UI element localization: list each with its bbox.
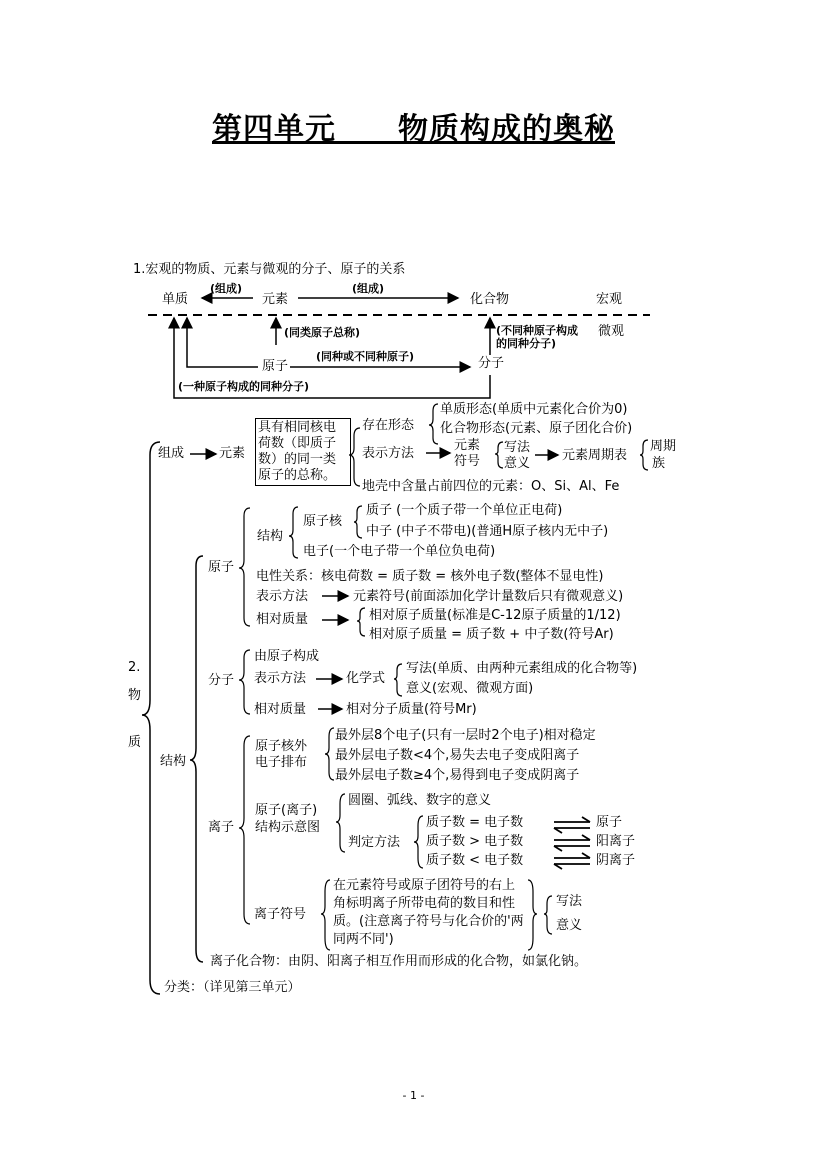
lizifuhao-desc: 在元素符号或原子团符号的右上角标明离子所带电荷的数目和性质。(注意离子符号与化合价的'两同两不同'): [333, 878, 524, 947]
label-tonglei: (同类原子总称): [284, 326, 361, 339]
label-hongguan: 宏观: [596, 292, 623, 307]
yuansu-definition-box: 具有相同核电荷数（即质子数）的同一类原子的总称。: [255, 418, 351, 486]
node-xiangdui-3: 相对质量: [254, 702, 307, 717]
node-yuanzi: 原子: [262, 359, 289, 374]
yuansu-fuhao-2: 符号: [454, 454, 481, 469]
pd2-right: 阳离子: [596, 834, 636, 849]
node-jiegou: 结构: [160, 754, 187, 769]
label-2: 2.: [128, 660, 141, 675]
shiyi-1: 原子(离子): [255, 803, 318, 818]
page-title: 第四单元 物质构成的奥秘: [212, 112, 615, 147]
yuanzigoucheng: 由原子构成: [254, 649, 320, 664]
dianxing-guanxi: 电性关系：核电荷数 = 质子数 = 核外电子数(整体不显电性): [256, 569, 604, 584]
dianzi: 电子(一个电子带一个单位负电荷): [303, 544, 496, 559]
node-huahewu: 化合物: [470, 292, 510, 307]
pd1-left: 质子数 = 电子数: [426, 815, 524, 830]
node-yuansu-2: 元素: [219, 446, 246, 461]
node-danzhi: 单质: [162, 292, 189, 307]
node-biaoshi-2: 表示方法: [256, 589, 309, 604]
label-zucheng-2: (组成): [352, 282, 385, 295]
hewai-2: 电子排布: [255, 755, 308, 770]
pd3-left: 质子数 < 电子数: [426, 853, 524, 868]
pd3-right: 阴离子: [596, 853, 636, 868]
page-number: - 1 -: [402, 1089, 425, 1102]
lz-xiefa: 写法: [556, 894, 583, 909]
label-zu: 族: [652, 456, 666, 471]
section1-heading: 1.宏观的物质、元素与微观的分子、原子的关系: [133, 262, 406, 277]
node-biaoshi-3: 表示方法: [254, 671, 307, 686]
yuansufuhao: 元素符号(前面添加化学计量数后只有微观意义): [353, 589, 624, 604]
node-biaoshi: 表示方法: [362, 446, 415, 461]
node-yuanzihe: 原子核: [303, 514, 343, 529]
hewai-1: 原子核外: [255, 739, 308, 754]
label-tongzhong: (同种或不同种原子): [316, 350, 415, 363]
node-zucheng: 组成: [158, 446, 185, 461]
paibu-1: 最外层8个电子(只有一层时2个电子)相对稳定: [335, 728, 596, 743]
node-huaxueshi: 化学式: [346, 671, 386, 686]
label-yizhong: (一种原子构成的同种分子): [178, 380, 310, 393]
node-zhouqibiao: 元素周期表: [562, 448, 628, 463]
node-lizifuhao: 离子符号: [254, 907, 307, 922]
label-weiguan: 微观: [598, 324, 625, 339]
huahewu-xingtai: 化合物形态(元素、原子团化合价): [440, 421, 633, 436]
node-yuansu: 元素: [262, 292, 289, 307]
xiangdui-2: 相对原子质量 = 质子数 + 中子数(符号Ar): [369, 627, 614, 642]
label-zhi: 质: [128, 735, 142, 750]
fenzi-zhiliang: 相对分子质量(符号Mr): [346, 702, 477, 717]
node-yuanzi-jiegou: 结构: [257, 529, 284, 544]
danzhi-xingtai: 单质形态(单质中元素化合价为0): [440, 402, 628, 417]
xiangdui-1: 相对原子质量(标准是C-12原子质量的1/12): [369, 608, 621, 623]
fenlei: 分类：（详见第三单元）: [164, 980, 301, 995]
label-zhouqi: 周期: [650, 439, 677, 454]
lz-yiyi: 意义: [556, 918, 583, 933]
paibu-2: 最外层电子数<4个,易失去电子变成阳离子: [335, 748, 580, 763]
label-zucheng-1: (组成): [210, 282, 243, 295]
shiyi-2: 结构示意图: [255, 820, 321, 835]
hxs-yiyi: 意义(宏观、微观方面): [406, 681, 534, 696]
node-yuanzi-2: 原子: [208, 560, 235, 575]
node-xiangdui: 相对质量: [256, 612, 309, 627]
pd2-left: 质子数 > 电子数: [426, 834, 524, 849]
zhongzi: 中子 (中子不带电)(普通H原子核内无中子): [366, 524, 609, 539]
node-panding: 判定方法: [348, 835, 401, 850]
yuansu-fuhao-1: 元素: [454, 438, 481, 453]
label-butong: (不同种原子构成的同种分子): [496, 324, 579, 350]
paibu-3: 最外层电子数≥4个,易得到电子变成阴离子: [335, 768, 580, 783]
lizi-huahewu: 离子化合物：由阴、阳离子相互作用而形成的化合物，如氯化钠。: [210, 954, 588, 969]
zhizi: 质子 (一个质子带一个单位正电荷): [366, 503, 563, 518]
node-fenzi-2: 分子: [208, 673, 235, 688]
label-wu: 物: [128, 688, 142, 703]
node-lizi: 离子: [208, 820, 235, 835]
pd1-right: 原子: [596, 815, 623, 830]
node-cunzai: 存在形态: [362, 418, 415, 433]
hxs-xiefa: 写法(单质、由两种元素组成的化合物等): [406, 661, 638, 676]
yuanquan: 圆圈、弧线、数字的意义: [348, 793, 492, 808]
label-yiyi: 意义: [504, 456, 531, 471]
node-fenzi: 分子: [478, 356, 505, 371]
dike-elements: 地壳中含量占前四位的元素：O、Si、Al、Fe: [362, 479, 620, 494]
label-xiefa: 写法: [504, 440, 531, 455]
